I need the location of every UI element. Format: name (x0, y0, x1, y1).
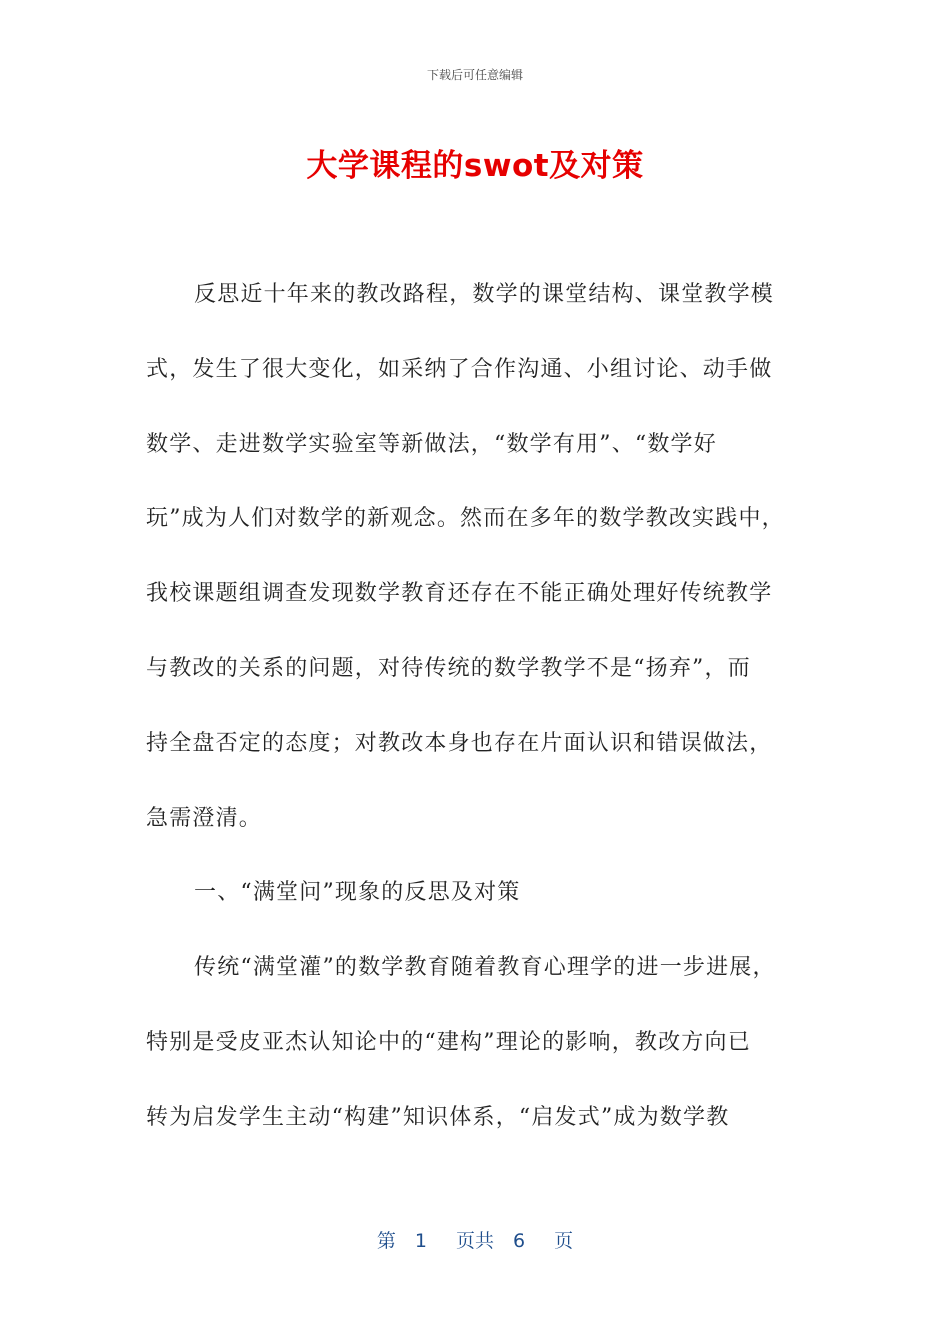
page-footer (0, 1226, 950, 1253)
paragraph-line: 我校课题组调查发现数学教育还存在不能正确处理好传统教学 (146, 581, 773, 607)
paragraph-line: 传统“满堂灌”的数学教育随着教育心理学的进一步进展， (194, 955, 776, 981)
paragraph-line: 持全盘否定的态度；对教改本身也存在片面认识和错误做法， (146, 730, 773, 756)
paragraph-line: 急需澄清。 (146, 805, 263, 831)
paragraph-line: 特别是受皮亚杰认知论中的“建构”理论的影响，教改方向已 (146, 1029, 751, 1055)
page-header-note: 下载后可任意编辑 (426, 68, 523, 82)
document-title: 大学课程的swot及对策 (306, 148, 644, 184)
page-number-label: 第 1 页共 6 页 (376, 1230, 574, 1252)
paragraph-line: 反思近十年来的教改路程，数学的课堂结构、课堂教学模 (194, 282, 775, 307)
document-body (146, 270, 806, 1168)
paragraph-line: 转为启发学生主动“构建”知识体系，“启发式”成为数学教 (146, 1104, 730, 1130)
section-heading: 一、“满堂问”现象的反思及对策 (194, 880, 521, 906)
paragraph-line: 与教改的关系的问题，对待传统的数学教学不是“扬弃”，而 (146, 655, 751, 681)
paragraph-line: 数学、走进数学实验室等新做法，“数学有用”、“数学好 (146, 431, 717, 457)
paragraph-line: 玩”成为人们对数学的新观念。然而在多年的数学教改实践中， (146, 506, 785, 532)
paragraph-line: 式，发生了很大变化，如采纳了合作沟通、小组讨论、动手做 (146, 356, 773, 382)
